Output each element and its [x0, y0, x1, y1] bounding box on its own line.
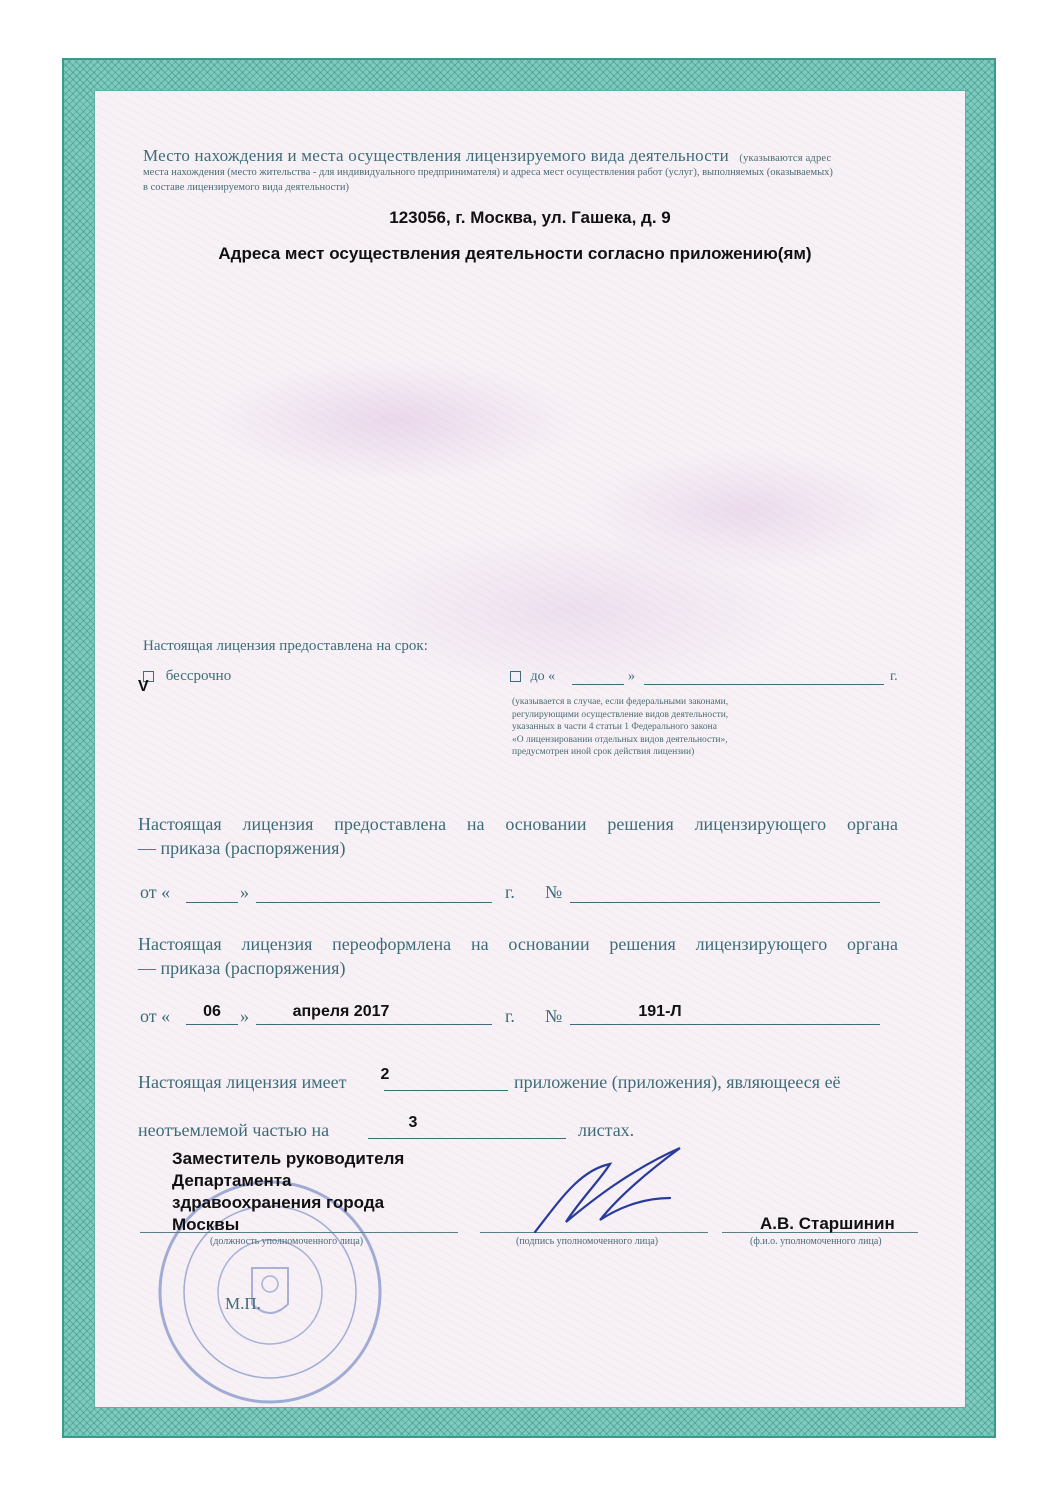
signer-position-line: здравоохранения города: [172, 1193, 385, 1212]
appendix-text-a: Настоящая лицензия имеет: [138, 1072, 347, 1092]
reissue-month-line: [256, 1024, 492, 1025]
location-heading: [143, 146, 831, 166]
reissue-year-suffix: г.: [505, 1006, 515, 1026]
signer-position-line: Заместитель руководителя: [172, 1149, 405, 1168]
term-until-option: [510, 669, 555, 685]
signer-name: А.В. Старшинин: [760, 1214, 895, 1233]
signature-caption: (подпись уполномоченного лица): [516, 1236, 659, 1247]
term-note: [512, 696, 728, 759]
position-caption: (должность уполномоченного лица): [210, 1236, 364, 1247]
location-hint-inline: (указываются адрес: [739, 153, 832, 164]
appendix-count: 2: [380, 1066, 390, 1083]
handwritten-signature: [520, 1140, 700, 1240]
until-year-suffix: г.: [890, 669, 898, 684]
location-hint-line3: в составе лицензируемого вида деятельности): [143, 182, 350, 193]
grant-day-line: [186, 902, 238, 903]
signer-position-line: Москвы: [172, 1215, 240, 1234]
signer-position: [172, 1148, 404, 1236]
indefinite-label: бессрочно: [165, 668, 232, 684]
until-day-line: [572, 684, 624, 685]
grant-line2: — приказа (распоряжения): [138, 838, 346, 858]
reissue-number: 191-Л: [638, 1003, 682, 1020]
reissue-day: 06: [203, 1003, 221, 1020]
until-close-quote: »: [628, 669, 635, 684]
appendix-text-b: приложение (приложения), являющееся её: [514, 1072, 841, 1092]
appendix-sheets-line: [368, 1138, 566, 1139]
stamp-place-label: М.П.: [225, 1294, 261, 1313]
appendix-text-d: листах.: [578, 1120, 635, 1140]
reissue-month-year: апреля 2017: [292, 1003, 390, 1020]
until-checkbox: [510, 671, 521, 682]
term-note-line: «О лицензировании отдельных видов деятельности»,: [512, 734, 728, 745]
term-note-line: регулирующими осуществление видов деятельности,: [512, 709, 729, 720]
location-heading-text: Место нахождения и места осуществления лицензируемого вида деятельности: [143, 146, 729, 165]
grant-month-line: [256, 902, 492, 903]
check-mark: V: [138, 678, 149, 695]
term-note-line: предусмотрен иной срок действия лицензии): [512, 747, 695, 757]
grant-year-suffix: г.: [505, 882, 515, 902]
reissue-number-line: [570, 1024, 880, 1025]
position-line: [140, 1232, 458, 1233]
term-heading: Настоящая лицензия предоставлена на срок:: [143, 638, 428, 654]
signer-position-line: Департамента: [172, 1171, 292, 1190]
reissue-number-label: №: [545, 1006, 563, 1026]
reissue-close-quote: »: [240, 1006, 249, 1026]
reissue-day-line: [186, 1024, 238, 1025]
grant-close-quote: »: [240, 882, 249, 902]
grant-from-label: от «: [140, 882, 171, 902]
location-hint-line2: места нахождения (место жительства - для индивидуального предпринимателя) и адреса мест осуществления работ (услуг), выполняемых (оказываемых): [143, 167, 833, 178]
until-date-line: [644, 684, 884, 685]
until-label: до «: [530, 669, 556, 684]
reissue-from-label: от «: [140, 1006, 171, 1026]
appendix-sheets: 3: [408, 1114, 418, 1131]
term-indefinite-option: [143, 668, 231, 685]
addresses-note: Адреса мест осуществления деятельности согласно приложению(ям): [218, 244, 812, 263]
grant-number-line: [570, 902, 880, 903]
reissue-line1: Настоящая лицензия переоформлена на основании решения лицензирующего органа: [138, 934, 898, 954]
reissue-line2: — приказа (распоряжения): [138, 958, 346, 978]
address-value: 123056, г. Москва, ул. Гашека, д. 9: [389, 208, 671, 227]
name-caption: (ф.и.о. уполномоченного лица): [750, 1236, 882, 1247]
term-note-line: (указывается в случае, если федеральными законами,: [512, 697, 729, 707]
appendix-text-c: неотъемлемой частью на: [138, 1120, 330, 1140]
term-note-line: указанных в части 4 статьи 1 Федерального закона: [512, 722, 717, 732]
appendix-count-line: [384, 1090, 508, 1091]
grant-number-label: №: [545, 882, 563, 902]
grant-line1: Настоящая лицензия предоставлена на основании решения лицензирующего органа: [138, 814, 898, 834]
